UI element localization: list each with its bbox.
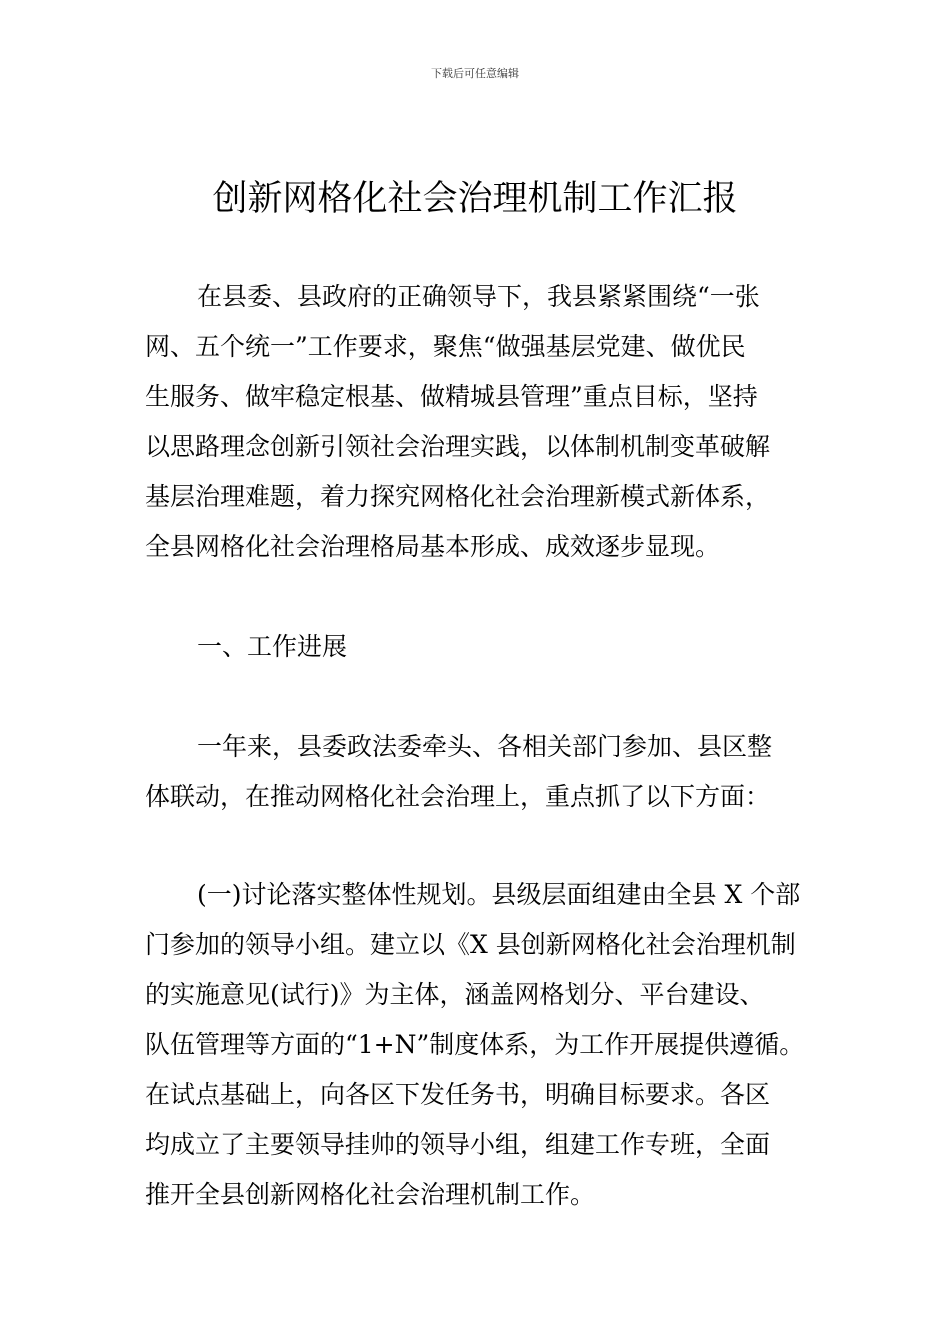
paragraph-line: 均成立了主要领导挂帅的领导小组，组建工作专班，全面 bbox=[145, 1130, 771, 1159]
paragraph-line: 在试点基础上，向各区下发任务书，明确目标要求。各区 bbox=[145, 1080, 771, 1109]
planning-paragraph bbox=[145, 870, 810, 1220]
paragraph-line: 生服务、做牢稳定根基、做精城县管理”重点目标，坚持 bbox=[145, 382, 758, 411]
paragraph-line: 在县委、县政府的正确领导下，我县紧紧围绕“一张 bbox=[197, 282, 760, 311]
paragraph-line: 基层治理难题，着力探究网格化社会治理新模式新体系， bbox=[145, 482, 771, 511]
paragraph-line: 一年来，县委政法委牵头、各相关部门参加、县区整 bbox=[197, 732, 773, 761]
paragraph-line: 以思路理念创新引领社会治理实践，以体制机制变革破解 bbox=[145, 432, 771, 461]
document-title: 创新网格化社会治理机制工作汇报 bbox=[212, 179, 738, 219]
paragraph-line: 全县网格化社会治理格局基本形成、成效逐步显现。 bbox=[145, 532, 721, 561]
page-header-note: 下载后可任意编辑 bbox=[431, 67, 519, 80]
paragraph-line: 体联动，在推动网格化社会治理上，重点抓了以下方面： bbox=[145, 782, 771, 811]
intro-paragraph bbox=[145, 272, 810, 572]
section-heading-text: 一、工作进展 bbox=[197, 632, 348, 661]
progress-paragraph bbox=[145, 722, 810, 822]
section-heading bbox=[145, 622, 810, 672]
paragraph-line: 门参加的领导小组。建立以《X 县创新网格化社会治理机制 bbox=[145, 930, 796, 959]
paragraph-line: 的实施意见(试行)》为主体，涵盖网格划分、平台建设、 bbox=[145, 980, 765, 1009]
paragraph-line: 推开全县创新网格化社会治理机制工作。 bbox=[145, 1180, 596, 1209]
paragraph-line: 队伍管理等方面的“1+N”制度体系，为工作开展提供遵循。 bbox=[145, 1030, 805, 1059]
paragraph-line: 网、五个统一”工作要求，聚焦“做强基层党建、做优民 bbox=[145, 332, 746, 361]
paragraph-line: (一)讨论落实整体性规划。县级层面组建由全县 X 个部 bbox=[197, 880, 801, 909]
